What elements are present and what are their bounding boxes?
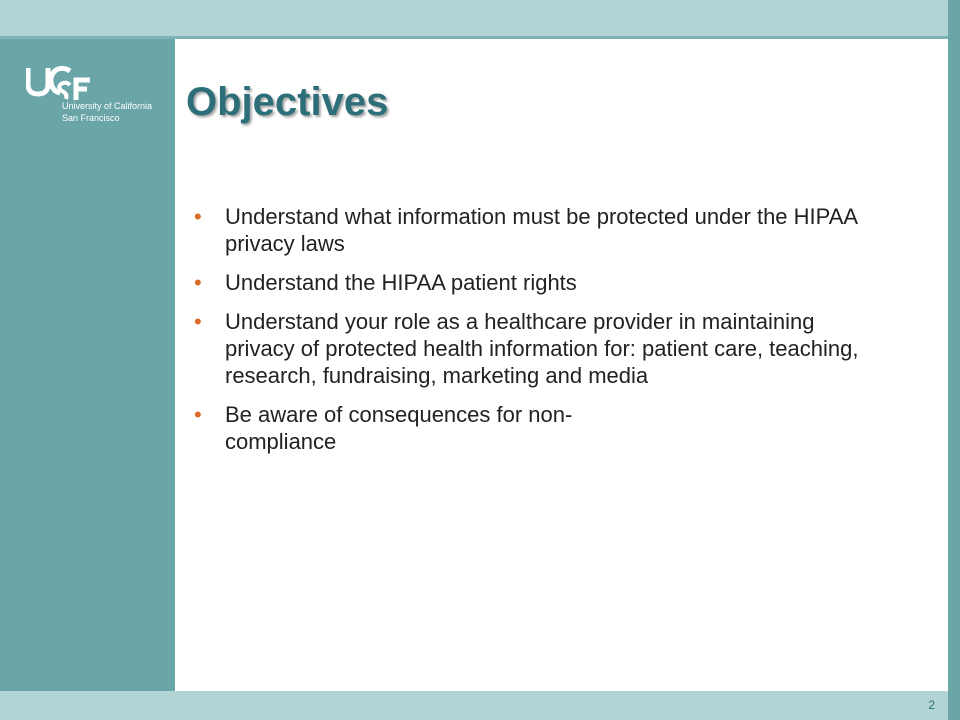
slide-title: Objectives <box>186 80 389 124</box>
objectives-list <box>190 203 890 467</box>
bullet-dot-icon: • <box>194 309 202 334</box>
bullet-text: Understand what information must be protected under the HIPAA privacy laws <box>225 204 857 256</box>
left-panel <box>0 39 175 691</box>
logo-campus-line: San Francisco <box>62 113 120 123</box>
bullet-text: Understand the HIPAA patient rights <box>225 270 577 295</box>
right-strip <box>948 0 960 720</box>
bullet-dot-icon: • <box>194 402 202 427</box>
bullet-text: Understand your role as a healthcare provider in maintaining privacy of protected health information for: patient care, teaching, research, fundraising, marketing and media <box>225 309 859 388</box>
bottom-band <box>0 691 948 720</box>
ucsf-logo-mark-icon <box>26 64 96 100</box>
list-item <box>190 203 890 257</box>
bullet-text: Be aware of consequences for non-compliance <box>225 402 573 454</box>
logo-university-line: University of California <box>62 101 153 111</box>
list-item <box>190 308 890 389</box>
bullet-dot-icon: • <box>194 204 202 229</box>
page-number: 2 <box>928 698 935 712</box>
list-item <box>190 269 890 296</box>
list-item <box>190 401 890 455</box>
top-band <box>0 0 948 36</box>
ucsf-logo <box>26 64 166 128</box>
bullet-dot-icon: • <box>194 270 202 295</box>
